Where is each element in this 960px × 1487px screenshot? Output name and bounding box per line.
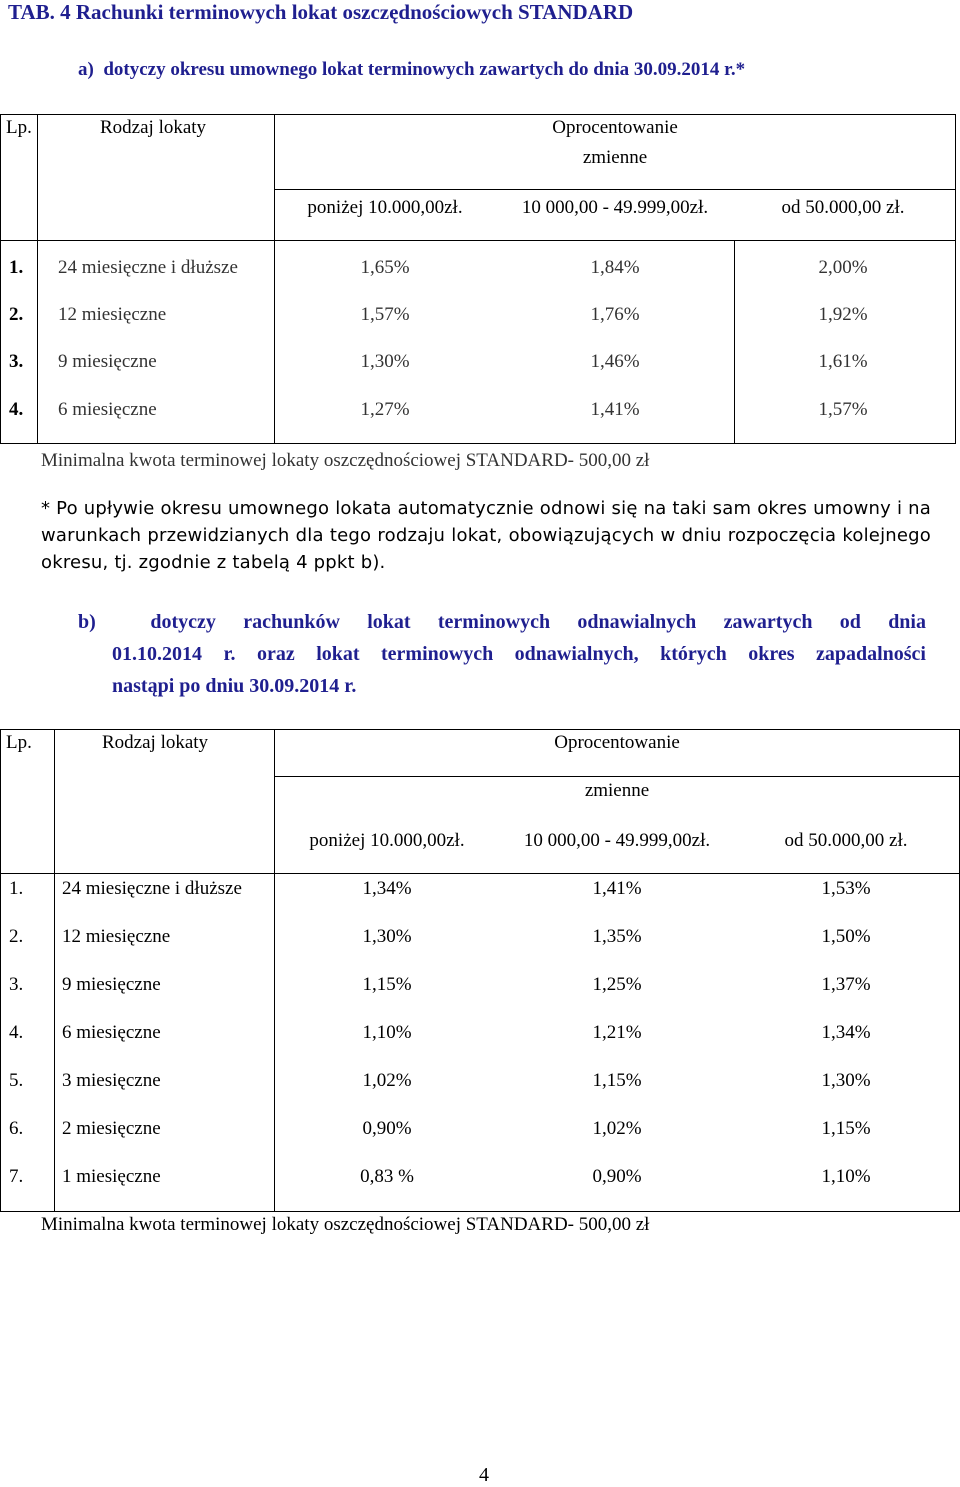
row-type: 9 miesięczne — [62, 974, 161, 995]
section-b-min-amount: Minimalna kwota terminowej lokaty oszczędnościowej STANDARD- 500,00 zł — [41, 1214, 650, 1235]
row-rate-1: 1,27% — [360, 399, 410, 420]
row-lp: 2. — [9, 926, 24, 947]
row-rate-2: 1,41% — [592, 878, 642, 899]
row-rate-2: 1,02% — [592, 1118, 642, 1139]
row-rate-3: 1,53% — [821, 878, 871, 899]
row-rate-2: 1,46% — [590, 351, 640, 372]
table-b-header-type: Rodzaj lokaty — [102, 732, 209, 753]
row-rate-2: 1,21% — [592, 1022, 642, 1043]
row-rate-2: 1,84% — [590, 257, 640, 278]
row-rate-3: 1,34% — [821, 1022, 871, 1043]
row-rate-1: 1,65% — [360, 257, 410, 278]
row-type: 24 miesięczne i dłuższe — [62, 878, 242, 899]
row-lp: 4. — [9, 1022, 24, 1043]
row-type: 6 miesięczne — [62, 1022, 161, 1043]
row-rate-3: 1,30% — [821, 1070, 871, 1091]
table-a-header-col3: od 50.000,00 zł. — [781, 197, 905, 218]
row-rate-3: 2,00% — [818, 257, 868, 278]
row-rate-1: 0,90% — [362, 1118, 412, 1139]
row-type: 24 miesięczne i dłuższe — [58, 257, 238, 278]
row-type: 9 miesięczne — [58, 351, 157, 372]
row-type: 3 miesięczne — [62, 1070, 161, 1091]
section-a-heading: a) dotyczy okresu umownego lokat terminowych zawartych do dnia 30.09.2014 r.* — [78, 59, 746, 80]
row-rate-2: 1,15% — [592, 1070, 642, 1091]
section-b-heading-line1 — [78, 610, 926, 634]
row-type: 12 miesięczne — [58, 304, 167, 325]
row-rate-3: 1,37% — [821, 974, 871, 995]
row-lp: 2. — [9, 304, 24, 325]
row-rate-1: 1,02% — [362, 1070, 412, 1091]
row-rate-3: 1,92% — [818, 304, 868, 325]
row-type: 12 miesięczne — [62, 926, 171, 947]
row-rate-2: 1,25% — [592, 974, 642, 995]
row-rate-2: 1,76% — [590, 304, 640, 325]
section-b-heading-text-1: b) dotyczy rachunków lokat terminowych odnawialnych zawartych od dnia — [78, 611, 926, 633]
page-number: 4 — [479, 1464, 489, 1486]
row-rate-2: 0,90% — [592, 1166, 642, 1187]
section-a-min-amount: Minimalna kwota terminowej lokaty oszczędnościowej STANDARD- 500,00 zł — [41, 450, 650, 471]
table-b-header-col1: poniżej 10.000,00zł. — [309, 830, 465, 851]
row-rate-3: 1,57% — [818, 399, 868, 420]
row-type: 2 miesięczne — [62, 1118, 161, 1139]
row-lp: 3. — [9, 351, 24, 372]
row-lp: 3. — [9, 974, 24, 995]
row-rate-1: 0,83 % — [360, 1166, 414, 1187]
row-lp: 5. — [9, 1070, 24, 1091]
page-title: TAB. 4 Rachunki terminowych lokat oszczędnościowych STANDARD — [8, 0, 634, 24]
table-a-header-col1: poniżej 10.000,00zł. — [307, 197, 463, 218]
table-b-header-col2: 10 000,00 - 49.999,00zł. — [523, 830, 711, 851]
table-b-header-lp: Lp. — [6, 732, 32, 753]
row-type: 6 miesięczne — [58, 399, 157, 420]
footnote: * Po upływie okresu umownego lokata automatycznie odnowi się na taki sam okres umowny i na warunkach przewidzianych dla tego rodzaju lokat, obowiązujących w dniu rozpoczęcia kolejnego okresu, tj. zgodnie z tabelą 4 ppkt b). — [41, 498, 931, 573]
row-type: 1 miesięczne — [62, 1166, 161, 1187]
row-rate-1: 1,30% — [362, 926, 412, 947]
row-rate-2: 1,35% — [592, 926, 642, 947]
row-lp: 6. — [9, 1118, 24, 1139]
table-a-header-type: Rodzaj lokaty — [100, 117, 207, 138]
row-lp: 1. — [9, 878, 24, 899]
table-b-header-variable: zmienne — [584, 780, 650, 801]
table-b-header-col3: od 50.000,00 zł. — [784, 830, 908, 851]
row-rate-2: 1,41% — [590, 399, 640, 420]
row-rate-1: 1,34% — [362, 878, 412, 899]
row-lp: 7. — [9, 1166, 24, 1187]
table-a-header-col2: 10 000,00 - 49.999,00zł. — [521, 197, 709, 218]
row-rate-1: 1,10% — [362, 1022, 412, 1043]
section-b-heading-text-2: 01.10.2014 r. oraz lokat terminowych odnawialnych, których okres zapadalności — [112, 643, 926, 665]
table-b-header-rate: Oprocentowanie — [554, 732, 680, 753]
section-b-heading-line3: nastąpi po dniu 30.09.2014 r. — [112, 675, 357, 697]
row-rate-3: 1,15% — [821, 1118, 871, 1139]
table-a-header-rate: Oprocentowanie — [552, 117, 678, 138]
row-rate-3: 1,50% — [821, 926, 871, 947]
row-rate-1: 1,57% — [360, 304, 410, 325]
row-rate-1: 1,15% — [362, 974, 412, 995]
row-lp: 1. — [9, 257, 24, 278]
row-rate-1: 1,30% — [360, 351, 410, 372]
row-rate-3: 1,10% — [821, 1166, 871, 1187]
row-lp: 4. — [9, 399, 24, 420]
row-rate-3: 1,61% — [818, 351, 868, 372]
table-a-header-lp: Lp. — [6, 117, 32, 138]
section-b-heading-line2 — [112, 642, 926, 666]
table-a-header-variable: zmienne — [582, 147, 648, 168]
